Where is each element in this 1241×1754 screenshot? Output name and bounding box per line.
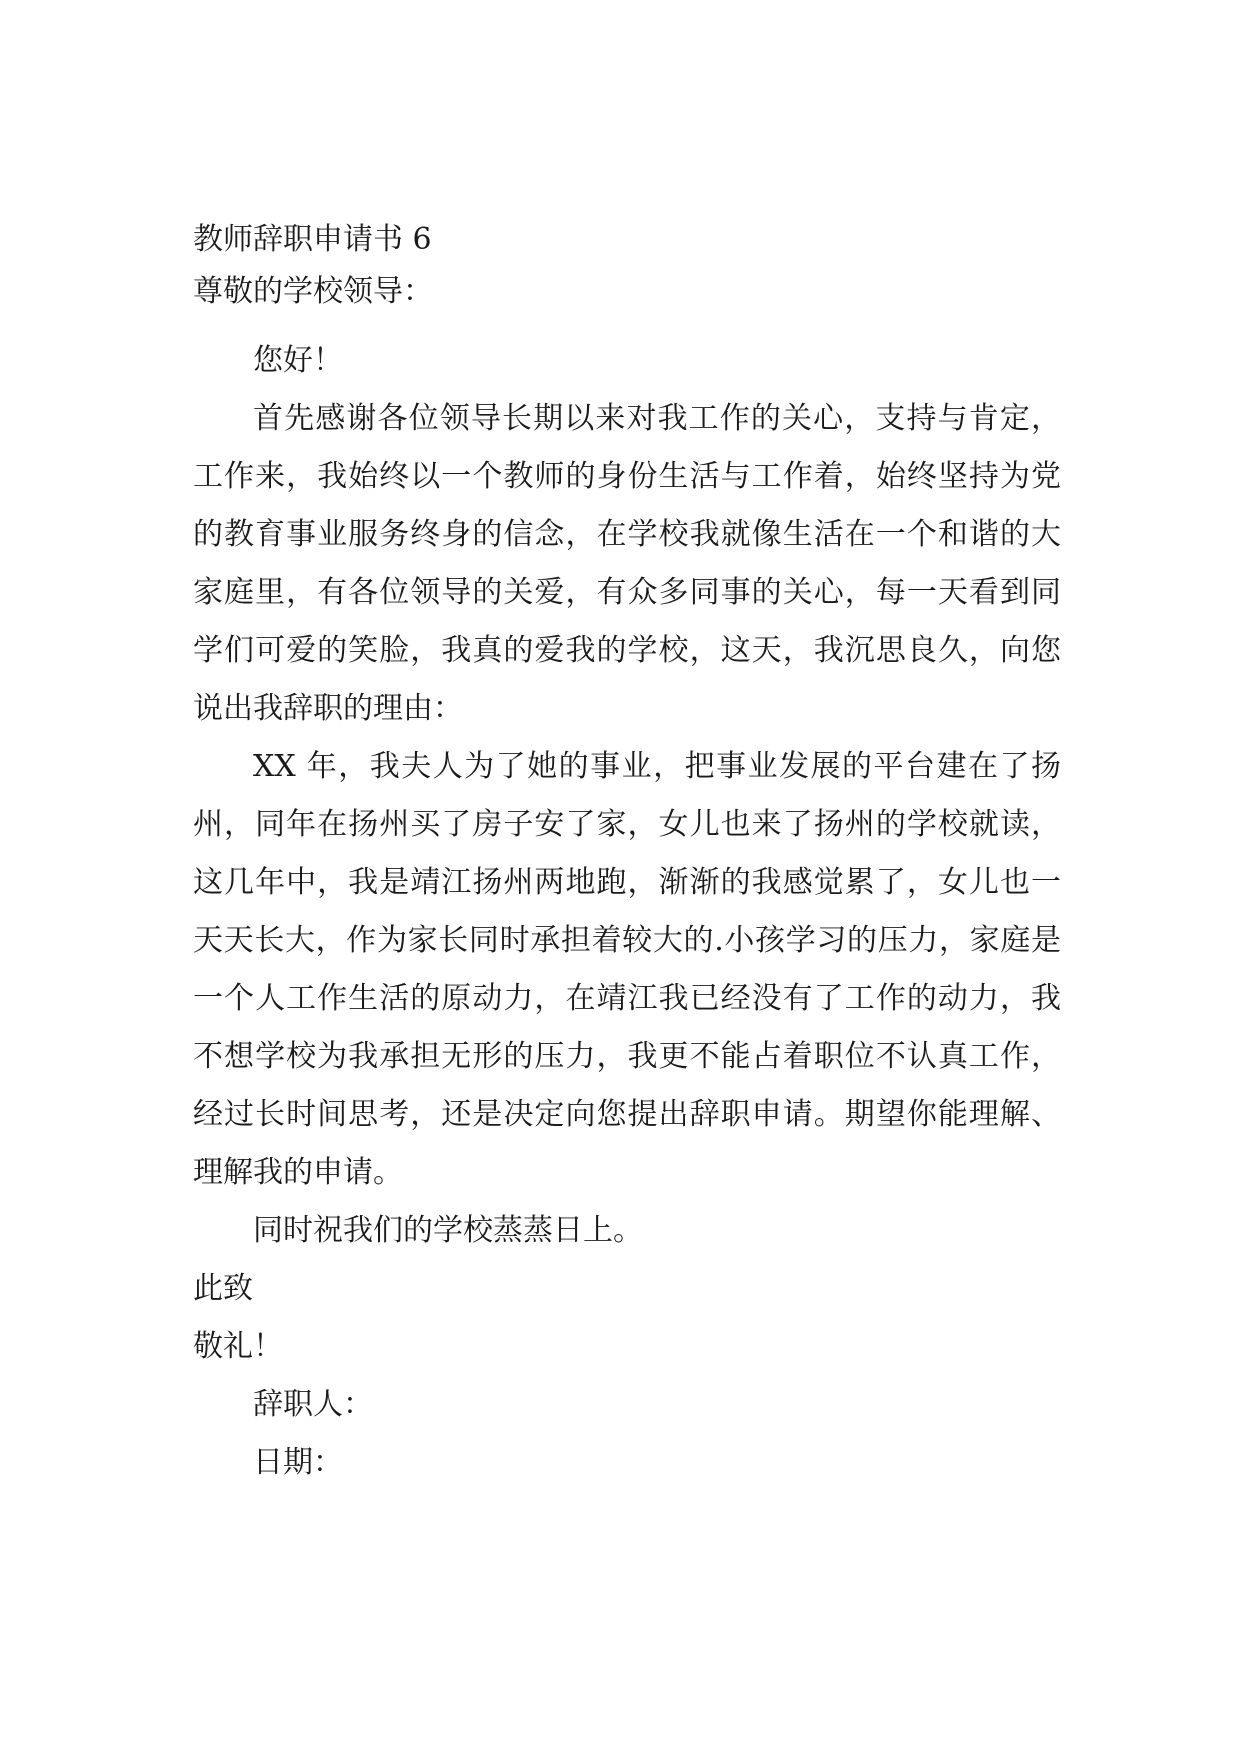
signer-label: 辞职人： [253,1387,373,1422]
letter-body [193,216,1061,1492]
greeting: 您好！ [253,343,343,378]
paragraph-2: XX 年，我夫人为了她的事业，把事业发展的平台建在了扬州，同年在扬州买了房子安了家，女儿也来了扬州的学校就读，这几年中，我是靖江扬州两地跑，渐渐的我感觉累了，女儿也一天天长大，作为家长同时承担着较大的.小孩学习的压力，家庭是一个人工作生活的原动力，在靖江我已经没有了工作的动力，我不想学校为我承担无形的压力，我更不能占着职位不认真工作，经过长时间思考，还是决定向您提出辞职申请。期望你能理解、理解我的申请。 [193,749,1061,1190]
closing-2: 敬礼！ [193,1329,283,1364]
spacer [193,320,1061,332]
paragraph-1: 首先感谢各位领导长期以来对我工作的关心，支持与肯定，工作来，我始终以一个教师的身份生活与工作着，始终坚持为党的教育事业服务终身的信念，在学校我就像生活在一个和谐的大家庭里，有各位领导的关爱，有众多同事的关心，每一天看到同学们可爱的笑脸，我真的爱我的学校，这天，我沉思良久，向您说出我辞职的理由： [193,401,1061,726]
salutation: 尊敬的学校领导： [193,274,433,309]
date-label: 日期： [253,1445,343,1480]
document-title: 教师辞职申请书 6 [193,222,432,257]
wishes: 同时祝我们的学校蒸蒸日上。 [253,1213,643,1248]
closing-1: 此致 [193,1271,253,1306]
